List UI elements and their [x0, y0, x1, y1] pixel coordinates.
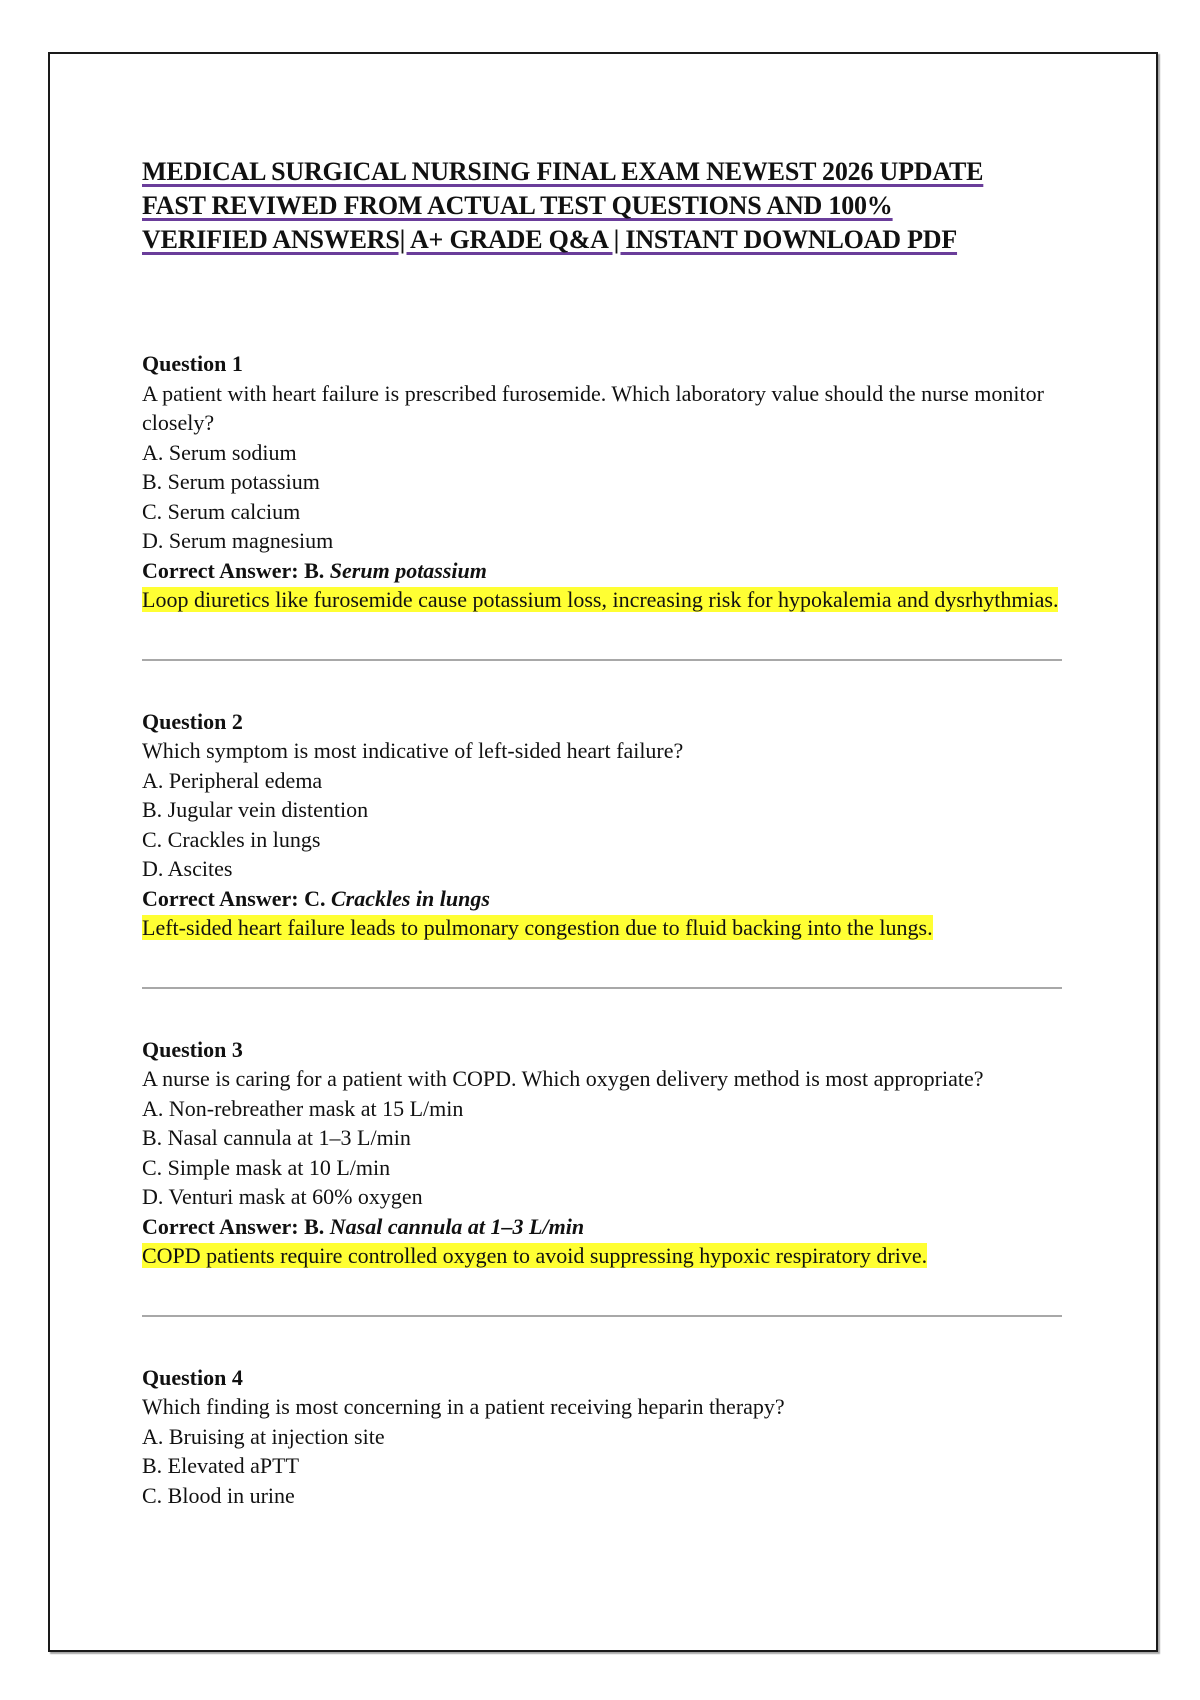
question-2	[142, 707, 1072, 943]
question-text: A patient with heart failure is prescribed furosemide. Which laboratory value should the nurse monitor closely?	[142, 380, 1044, 435]
question-4	[142, 1363, 1072, 1511]
question-divider	[142, 1315, 1062, 1317]
question-text: Which finding is most concerning in a patient receiving heparin therapy?	[142, 1394, 785, 1419]
document-title	[142, 155, 1072, 257]
option-a: A. Serum sodium	[142, 439, 297, 465]
question-list	[142, 349, 1072, 1510]
rationale-highlight: Loop diuretics like furosemide cause potassium loss, increasing risk for hypokalemia and dysrhythmias.	[142, 587, 1059, 612]
question-heading: Question 3	[142, 1036, 243, 1062]
answer-prefix: Correct Answer:	[142, 1213, 305, 1239]
answer-value: Serum potassium	[329, 557, 487, 583]
rationale-highlight: Left-sided heart failure leads to pulmonary congestion due to fluid backing into the lungs.	[142, 915, 933, 940]
option-b: B. Serum potassium	[142, 469, 320, 494]
question-divider	[142, 659, 1062, 661]
question-divider	[142, 987, 1062, 989]
option-b: B. Jugular vein distention	[142, 797, 369, 822]
answer-prefix: Correct Answer:	[142, 885, 305, 911]
rationale-highlight: COPD patients require controlled oxygen to avoid suppressing hypoxic respiratory drive.	[142, 1243, 928, 1268]
option-d: D. Ascites	[142, 856, 233, 881]
correct-answer	[142, 556, 1072, 586]
option-c: C. Blood in urine	[142, 1482, 295, 1508]
question-text: A nurse is caring for a patient with COPD. Which oxygen delivery method is most appropriate?	[142, 1066, 984, 1091]
title-line-1: MEDICAL SURGICAL NURSING FINAL EXAM NEWEST 2026 UPDATE	[142, 157, 984, 186]
question-1	[142, 349, 1072, 615]
option-c: C. Crackles in lungs	[142, 826, 321, 852]
answer-letter: B.	[304, 1213, 330, 1239]
question-heading: Question 1	[142, 351, 243, 376]
question-heading: Question 2	[142, 708, 243, 734]
answer-value: Crackles in lungs	[330, 885, 490, 911]
option-a: A. Bruising at injection site	[142, 1423, 385, 1449]
answer-value: Nasal cannula at 1–3 L/min	[329, 1213, 585, 1239]
option-b: B. Elevated aPTT	[142, 1453, 300, 1478]
answer-prefix: Correct Answer:	[142, 557, 305, 583]
correct-answer	[142, 1212, 1072, 1242]
question-3	[142, 1035, 1072, 1271]
question-text: Which symptom is most indicative of left-sided heart failure?	[142, 738, 684, 763]
answer-letter: C.	[304, 885, 331, 911]
question-heading: Question 4	[142, 1364, 243, 1390]
option-b: B. Nasal cannula at 1–3 L/min	[142, 1125, 411, 1150]
option-a: A. Peripheral edema	[142, 767, 323, 793]
document-content	[142, 155, 1072, 1510]
title-line-2: FAST REVIWED FROM ACTUAL TEST QUESTIONS AND 100%	[142, 191, 893, 220]
option-c: C. Serum calcium	[142, 498, 301, 524]
option-d: D. Venturi mask at 60% oxygen	[142, 1184, 423, 1209]
option-a: A. Non-rebreather mask at 15 L/min	[142, 1095, 464, 1121]
option-c: C. Simple mask at 10 L/min	[142, 1154, 391, 1180]
correct-answer	[142, 884, 1072, 914]
option-d: D. Serum magnesium	[142, 528, 334, 553]
title-line-3: VERIFIED ANSWERS| A+ GRADE Q&A | INSTANT DOWNLOAD PDF	[142, 225, 958, 254]
answer-letter: B.	[304, 557, 330, 583]
